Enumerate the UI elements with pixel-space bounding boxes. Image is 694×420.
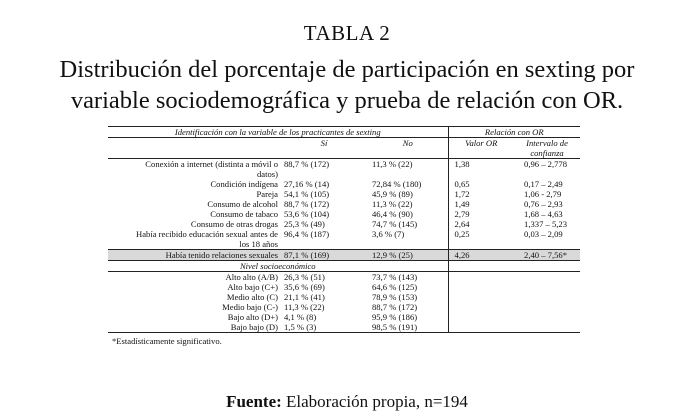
no-cell: 95,9 % (186) bbox=[372, 312, 418, 322]
variable-label: Medio bajo (C-) bbox=[222, 302, 278, 312]
variable-cell bbox=[108, 292, 280, 302]
variable-label: Alto bajo (C+) bbox=[227, 282, 278, 292]
source-text: Elaboración propia, n=194 bbox=[281, 392, 468, 411]
si-cell: 4,1 % (8) bbox=[284, 312, 317, 322]
variable-label: Consumo de otras drogas bbox=[190, 219, 278, 229]
ci-cell: 1,68 – 4,63 bbox=[524, 209, 563, 219]
no-cell: 72,84 % (180) bbox=[372, 179, 422, 189]
table-row bbox=[108, 272, 580, 283]
table-row bbox=[108, 219, 580, 229]
table-row bbox=[108, 179, 580, 189]
variable-label: Consumo de alcohol bbox=[207, 199, 278, 209]
no-cell: 3,6 % (7) bbox=[372, 229, 405, 239]
or-cell: 2,64 bbox=[448, 219, 514, 229]
or-cell: 1,49 bbox=[448, 199, 514, 209]
data-table bbox=[108, 126, 580, 346]
variable-cell bbox=[108, 312, 280, 322]
variable-label-continued: datos) bbox=[256, 169, 278, 179]
or-cell: 4,26 bbox=[448, 250, 514, 261]
variable-label: Bajo bajo (D) bbox=[230, 322, 278, 332]
or-cell: 1,38 bbox=[448, 159, 514, 180]
variable-cell bbox=[108, 179, 280, 189]
table-row bbox=[108, 322, 580, 333]
header-ci-line-1: Intervalo de bbox=[526, 138, 568, 148]
si-cell: 87,1 % (169) bbox=[280, 250, 368, 261]
table-row bbox=[108, 199, 580, 209]
no-cell: 64,6 % (125) bbox=[372, 282, 418, 292]
or-cell bbox=[448, 312, 514, 322]
or-cell bbox=[448, 272, 514, 283]
header-si: Sí bbox=[280, 138, 368, 159]
header-ci-line-2: confianza bbox=[530, 148, 564, 158]
variable-cell bbox=[108, 209, 280, 219]
variable-cell bbox=[108, 272, 280, 283]
si-cell: 1,5 % (3) bbox=[280, 322, 368, 333]
variable-cell bbox=[108, 189, 280, 199]
ci-cell bbox=[514, 272, 580, 283]
ci-cell: 0,17 – 2,49 bbox=[524, 179, 563, 189]
variable-label: Había tenido relaciones sexuales bbox=[165, 250, 278, 260]
no-cell: 11,3 % (22) bbox=[372, 199, 413, 209]
or-cell: 1,72 bbox=[448, 189, 514, 199]
si-cell: 25,3 % (49) bbox=[284, 219, 325, 229]
ci-cell bbox=[514, 312, 580, 322]
si-cell: 88,7 % (172) bbox=[284, 159, 330, 169]
table-row bbox=[108, 292, 580, 302]
variable-label: Bajo alto (D+) bbox=[227, 312, 278, 322]
ci-cell: 1,06 - 2,79 bbox=[524, 189, 562, 199]
section-row bbox=[108, 261, 580, 272]
header-ci bbox=[514, 138, 580, 159]
ci-cell: 0,03 – 2,09 bbox=[524, 229, 563, 239]
or-cell bbox=[448, 292, 514, 302]
no-cell: 88,7 % (172) bbox=[372, 302, 418, 312]
variable-cell bbox=[108, 159, 280, 180]
variable-cell bbox=[108, 250, 280, 261]
variable-label: Conexión a internet (distinta a móvil o bbox=[145, 159, 278, 169]
header-group-right: Relación con OR bbox=[448, 127, 580, 138]
no-cell: 12,9 % (25) bbox=[368, 250, 448, 261]
table-title bbox=[0, 54, 694, 116]
variable-label: Consumo de tabaco bbox=[210, 209, 278, 219]
variable-cell bbox=[108, 302, 280, 312]
variable-label: Medio alto (C) bbox=[226, 292, 278, 302]
table-label: TABLA 2 bbox=[303, 21, 391, 45]
ci-cell: 2,40 – 7,56* bbox=[514, 250, 580, 261]
header-columns-row bbox=[108, 138, 580, 159]
ci-cell: 0,96 – 2,778 bbox=[524, 159, 567, 169]
no-cell: 45,9 % (89) bbox=[372, 189, 413, 199]
ci-cell bbox=[514, 302, 580, 312]
no-cell: 11,3 % (22) bbox=[372, 159, 413, 169]
ci-cell bbox=[514, 282, 580, 292]
or-cell: 2,79 bbox=[448, 209, 514, 219]
title-line-2: variable sociodemográfica y prueba de relación con OR. bbox=[70, 87, 624, 114]
footnote: *Estadísticamente significativo. bbox=[112, 336, 222, 346]
table-row bbox=[108, 189, 580, 199]
or-cell bbox=[448, 282, 514, 292]
no-cell: 98,5 % (191) bbox=[368, 322, 448, 333]
no-cell: 46,4 % (90) bbox=[372, 209, 413, 219]
ci-cell bbox=[514, 261, 580, 272]
si-cell: 11,3 % (22) bbox=[284, 302, 325, 312]
si-cell: 53,6 % (104) bbox=[284, 209, 330, 219]
source-line bbox=[0, 392, 694, 412]
variable-label: Pareja bbox=[256, 189, 278, 199]
variable-cell bbox=[108, 219, 280, 229]
variable-label: Alto alto (A/B) bbox=[225, 272, 278, 282]
variable-cell bbox=[108, 199, 280, 209]
table-row bbox=[108, 209, 580, 219]
variable-label: Había recibido educación sexual antes de bbox=[136, 229, 278, 239]
ci-cell bbox=[514, 292, 580, 302]
or-cell bbox=[448, 261, 514, 272]
ci-cell: 0,76 – 2,93 bbox=[524, 199, 563, 209]
table-row bbox=[108, 159, 580, 180]
ci-cell bbox=[514, 322, 580, 333]
header-group-row bbox=[108, 127, 580, 138]
table-row bbox=[108, 312, 580, 322]
table-row bbox=[108, 282, 580, 292]
no-cell: 74,7 % (145) bbox=[372, 219, 418, 229]
si-cell: 27,16 % (14) bbox=[284, 179, 330, 189]
ci-cell: 1,337 – 5,23 bbox=[524, 219, 567, 229]
or-cell: 0,65 bbox=[448, 179, 514, 189]
si-cell: 21,1 % (41) bbox=[284, 292, 325, 302]
or-cell bbox=[448, 322, 514, 333]
header-variable-cell bbox=[108, 138, 280, 159]
section-label: Nivel socioeconómico bbox=[108, 261, 448, 272]
si-cell: 35,6 % (69) bbox=[284, 282, 325, 292]
or-cell: 0,25 bbox=[448, 229, 514, 250]
variable-label: Condición indígena bbox=[210, 179, 278, 189]
si-cell: 26,3 % (51) bbox=[284, 272, 325, 282]
si-cell: 54,1 % (105) bbox=[284, 189, 330, 199]
variable-cell bbox=[108, 322, 280, 333]
variable-label-continued: los 18 años bbox=[239, 239, 278, 249]
table-row bbox=[108, 250, 580, 261]
si-cell: 96,4 % (187) bbox=[284, 229, 330, 239]
table-row bbox=[108, 302, 580, 312]
no-cell: 73,7 % (143) bbox=[372, 272, 418, 282]
si-cell: 88,7 % (172) bbox=[284, 199, 330, 209]
title-line-1: Distribución del porcentaje de participación en sexting por bbox=[59, 56, 635, 83]
variable-cell bbox=[108, 282, 280, 292]
header-or: Valor OR bbox=[448, 138, 514, 159]
table-row bbox=[108, 229, 580, 250]
header-no: No bbox=[368, 138, 448, 159]
no-cell: 78,9 % (153) bbox=[372, 292, 418, 302]
header-group-left: Identificación con la variable de los practicantes de sexting bbox=[108, 127, 448, 138]
variable-cell bbox=[108, 229, 280, 250]
or-cell bbox=[448, 302, 514, 312]
source-label: Fuente: bbox=[226, 392, 282, 411]
